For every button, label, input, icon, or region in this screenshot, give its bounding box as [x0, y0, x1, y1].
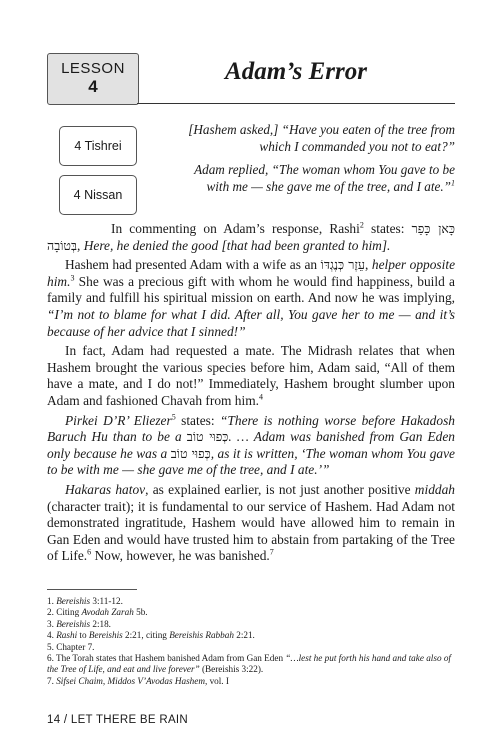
- footnote-5: 5. Chapter 7.: [47, 641, 95, 652]
- footnote-ref: 7: [269, 547, 274, 557]
- chapter-title: Adam’s Error: [225, 58, 367, 85]
- footnote-3: 3. Bereishis 2:18.: [47, 618, 111, 629]
- footnote-7: 7. Sifsei Chaim, Middos V’Avodas Hashem, vol. I: [47, 675, 229, 686]
- header-rule: [137, 103, 455, 104]
- page-footer: 14 / LET THERE BE RAIN: [47, 714, 189, 726]
- footnote-ref: 3: [70, 273, 75, 283]
- footnote-ref: 6: [87, 547, 92, 557]
- footnotes: [47, 596, 455, 687]
- footnote-ref: 4: [258, 392, 263, 402]
- opening-quote-answer: Adam replied, “The woman whom You gave to be with me — she gave me of the tree, and I ate.”$^1$: [194, 162, 455, 194]
- body-text: [47, 221, 455, 568]
- paragraph-midrash: In fact, Adam had requested a mate. The Midrash relates that when Hashem brought the various species before him, Adam said, “All of them have a mate, and I do not!” Immediately, Hashem brought slumber upon Adam and fashioned Chavah from him.$^4$: [47, 343, 455, 408]
- paragraph-gift: Hashem had presented Adam with a wife as an עֵזֶר כְּנֶגְדּוֹ, helper opposite him.$^3$ She was a precious gift with whom he would find happiness, build a family and fulfill his spiritual mission on earth. And now he was implying, “I’m not to blame for what I did. After all, You gave her to me — and it’s because of her advice that I sinned!”: [47, 257, 456, 339]
- paragraph-hakaras-hatov: Hakaras hatov, as explained earlier, is not just another positive middah (character trait); it is fundamental to our service of Hashem. Had Adam not demonstrated ingratitude, Hashem would have allowed him to remain in Gan Eden and would have trusted him to abstain from partaking of the Tree of Life.$^6$ Now, however, he was banished.$^7$: [47, 481, 455, 564]
- paragraph-rashi: In commenting on Adam’s response, Rashi$^2$ states: כָּאן כָּפַר בְּטוֹבָה, Here, he denied the good [that had been granted to him].: [47, 220, 456, 253]
- hebrew-text: עֵזֶר כְּנֶגְדּוֹ: [320, 257, 365, 273]
- footnote-ref: 1: [451, 178, 455, 188]
- hebrew-text: כָּאן כָּפַר בְּטוֹבָה: [47, 221, 456, 253]
- lesson-badge: [47, 53, 139, 105]
- footnote-ref: 2: [359, 220, 364, 230]
- paragraph-pirkei: Pirkei D’R’ Eliezer$^5$ states: “There is nothing worse before Hakadosh Baruch Hu than to be a כְּפוּי טוֹב. … Adam was banished from Gan Eden only because he was a כְּפוּי טוֹב, as it is written, ‘The woman whom You gave to be with me — she gave me of the tree, and I ate.’”: [47, 412, 456, 478]
- lesson-number: 4: [88, 77, 98, 96]
- date-box-tishrei: 4 Tishrei: [59, 126, 137, 166]
- footnote-2: 2. Citing Avodah Zarah 5b.: [47, 607, 148, 618]
- footnote-ref: 5: [171, 412, 176, 422]
- hebrew-text: כְּפוּי טוֹב: [186, 429, 229, 445]
- date-box-nissan: 4 Nissan: [59, 175, 137, 215]
- footnote-1: 1. Bereishis 3:11-12.: [47, 596, 123, 606]
- lesson-label: LESSON: [61, 60, 125, 77]
- footnote-6: 6. The Torah states that Hashem banished Adam from Gan Eden “…lest he put forth his hand and take also of the Tree of Life, and eat and live forever” (Bereishis 3:22).: [47, 653, 451, 675]
- footnote-4: 4. Rashi to Bereishis 2:21, citing Bereishis Rabbah 2:21.: [47, 630, 255, 641]
- hebrew-text: כְּפוּי טוֹב: [170, 445, 211, 461]
- opening-quote-question: [Hashem asked,] “Have you eaten of the tree from which I commanded you not to eat?”: [188, 122, 455, 154]
- footnote-rule: [47, 589, 137, 590]
